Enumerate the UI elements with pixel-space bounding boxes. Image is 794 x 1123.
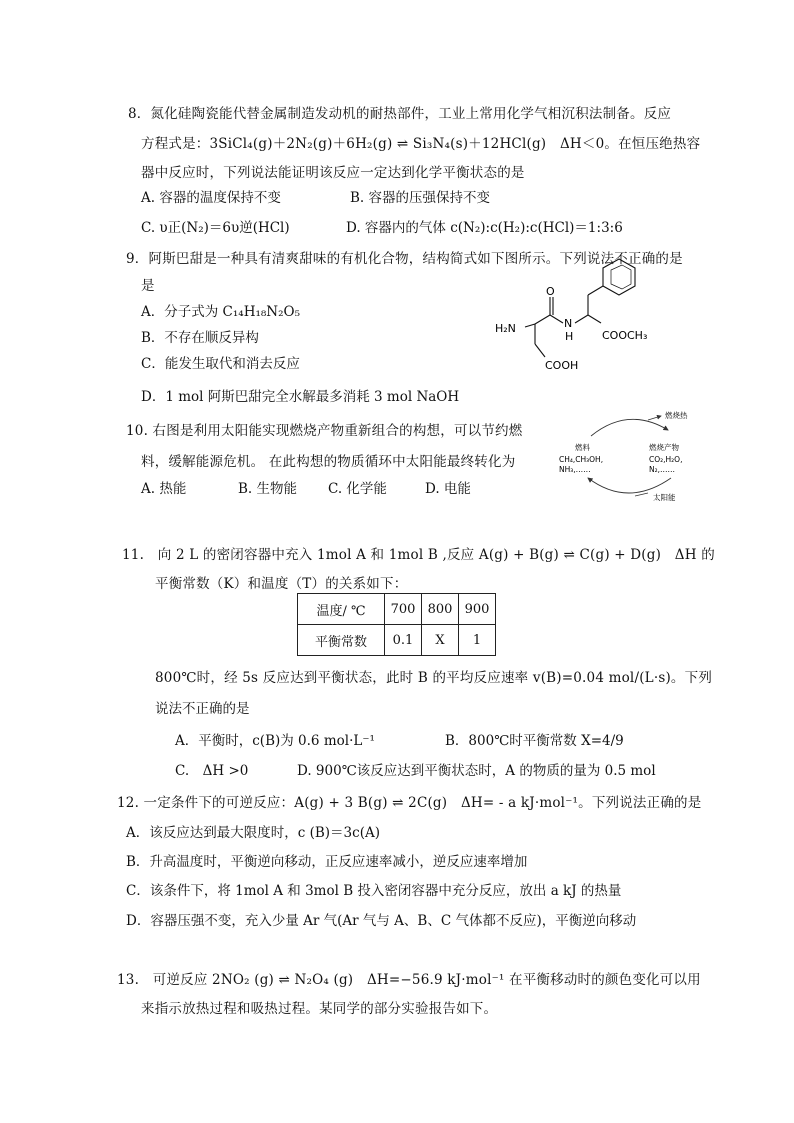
heat-arrow	[648, 416, 661, 420]
q10-option-b: B. 生物能	[238, 481, 298, 497]
q9-option-a: A．分子式为 C₁₄H₁₈N₂O₅	[141, 304, 300, 320]
q12-option-d: D．容器压强不变，充入少量 Ar 气(Ar 气与 A、B、C 气体都不反应)，平衡逆向移动	[126, 913, 637, 929]
q13-stem-line-1: 13. 可逆反应 2NO₂ (g) ⇌ N₂O₄ (g) ΔH=−56.9 kJ·mol⁻¹ 在平衡移动时的颜色变化可以用	[117, 972, 701, 988]
products-label: 燃烧产物	[649, 443, 679, 452]
q9-option-b: B．不存在顺反异构	[141, 330, 259, 346]
forward-arrow	[591, 419, 668, 436]
return-arrow	[588, 478, 671, 493]
q9-option-d: D．1 mol 阿斯巴甜完全水解最多消耗 3 mol NaOH	[141, 389, 460, 405]
q12-stem: 12. 一定条件下的可逆反应：A(g) + 3 B(g) ⇌ 2C(g) ΔH= - a kJ·mol⁻¹。下列说法正确的是	[117, 795, 702, 811]
amide-hydrogen-label: H	[565, 330, 574, 343]
amino-label: H₂N	[495, 322, 516, 335]
amide-nitrogen-label: N	[564, 317, 573, 330]
k-700: 0.1	[385, 625, 422, 656]
fuel-list: CH₄,CH₃OH,	[559, 455, 604, 464]
q8-stem-line-3: 器中反应时，下列说法能证明该反应一定达到化学平衡状态的是	[141, 165, 525, 181]
fuel-list-2: NH₃,……	[559, 465, 591, 474]
temp-900: 900	[459, 594, 496, 625]
q11-option-d: D. 900℃该反应达到平衡状态时，A 的物质的量为 0.5 mol	[297, 763, 656, 779]
q13-stem-line-2: 来指示放热过程和吸热过程。某同学的部分实验报告如下。	[141, 1001, 498, 1017]
fuel-label: 燃料	[575, 443, 590, 452]
q8-option-a: A. 容器的温度保持不变	[141, 190, 281, 206]
q9-option-c: C．能发生取代和消去反应	[141, 356, 300, 372]
heat-label: 燃烧热	[665, 411, 688, 420]
q11-option-a: A．平衡时，c(B)为 0.6 mol·L⁻¹	[175, 733, 375, 749]
solar-cycle-diagram	[553, 408, 703, 508]
q10-option-c: C. 化学能	[328, 481, 387, 497]
q10-option-a: A. 热能	[141, 481, 187, 497]
temperature-header: 温度/ ℃	[298, 594, 385, 625]
q9-stem: 9．阿斯巴甜是一种具有清爽甜味的有机化合物，结构简式如下图所示。下列说法不正确的是	[126, 251, 683, 267]
products-list: CO₂,H₂O,	[649, 455, 683, 464]
q8-option-b: B. 容器的压强保持不变	[350, 190, 491, 206]
q8-option-c: C. υ正(N₂)＝6υ逆(HCl)	[141, 220, 290, 236]
q10-stem-line-1: 10. 右图是利用太阳能实现燃烧产物重新组合的构想，可以节约燃	[126, 423, 523, 439]
aspartame-structure	[495, 247, 665, 377]
products-list-2: N₂,……	[649, 465, 676, 474]
q9-stem-tail: 是	[141, 278, 155, 294]
q8-option-d: D. 容器内的气体 c(N₂):c(H₂):c(HCl)＝1:3:6	[346, 220, 623, 236]
q11-option-b: B．800℃时平衡常数 X=4/9	[445, 733, 624, 749]
q8-stem-line-2: 方程式是：3SiCl₄(g)＋2N₂(g)＋6H₂(g) ⇌ Si₃N₄(s)＋12HCl(g) ΔH＜0。在恒压绝热容	[141, 136, 701, 152]
equilibrium-constant-table	[297, 593, 496, 656]
sun-label: 太阳能	[653, 493, 676, 502]
q11-option-c: C. ΔH >0	[175, 763, 249, 779]
sun-arrow	[635, 493, 648, 496]
carboxyl-group-label: COOH	[545, 359, 579, 372]
constant-header: 平衡常数	[298, 625, 385, 656]
q12-option-c: C．该条件下，将 1mol A 和 3mol B 投入密闭容器中充分反应，放出 a kJ 的热量	[126, 883, 622, 899]
q12-option-b: B．升高温度时，平衡逆向移动，正反应速率减小，逆反应速率增加	[126, 854, 528, 870]
ester-group-label: COOCH₃	[602, 329, 648, 342]
temp-700: 700	[385, 594, 422, 625]
q8-stem-line-1: 8．氮化硅陶瓷能代替金属制造发动机的耐热部件，工业上常用化学气相沉积法制备。反应	[128, 106, 672, 122]
carbonyl-oxygen-label: O	[546, 285, 555, 298]
q11-stem-line-2: 平衡常数（K）和温度（T）的关系如下：	[155, 576, 408, 592]
q11-stem-line-3: 800℃时，经 5s 反应达到平衡状态，此时 B 的平均反应速率 v(B)=0.04 mol/(L·s)。下列	[155, 670, 713, 686]
q10-option-d: D. 电能	[425, 481, 471, 497]
q12-option-a: A．该反应达到最大限度时，c (B)＝3c(A)	[126, 825, 380, 841]
temp-800: 800	[422, 594, 459, 625]
q11-stem-line-1: 11. 向 2 L 的密闭容器中充入 1mol A 和 1mol B ,反应 A(g) + B(g) ⇌ C(g) + D(g) ΔH 的	[122, 547, 715, 563]
k-900: 1	[459, 625, 496, 656]
q11-stem-line-4: 说法不正确的是	[155, 701, 250, 717]
q10-stem-line-2: 料，缓解能源危机。 在此构想的物质循环中太阳能最终转化为	[141, 454, 516, 470]
k-800: X	[422, 625, 459, 656]
